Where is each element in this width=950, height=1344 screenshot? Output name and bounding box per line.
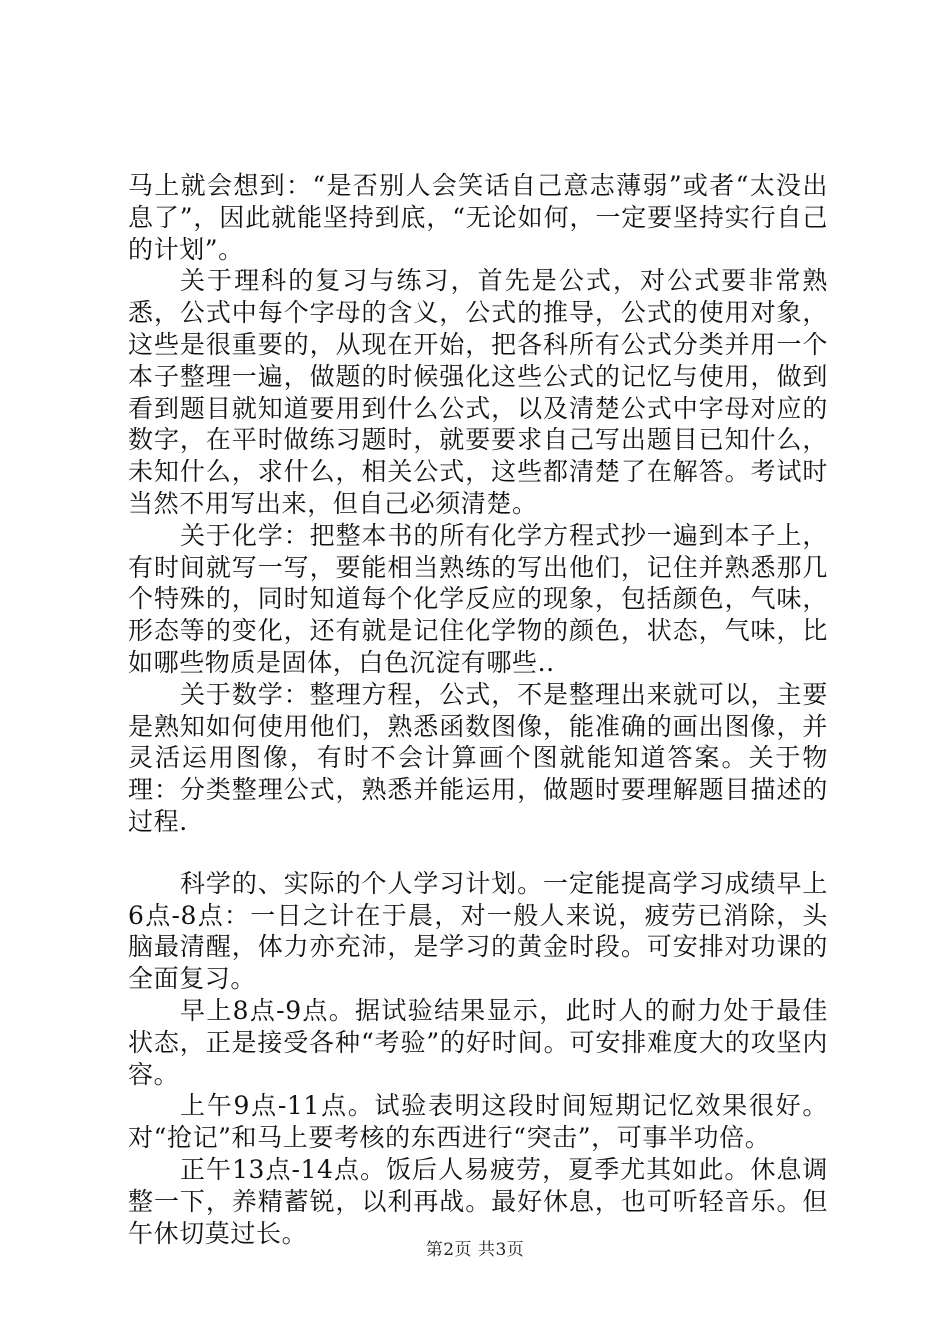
paragraph-morning-8-9: 早上8点-9点。据试验结果显示，此时人的耐力处于最佳状态，正是接受各种“考验”的好时间。可安排难度大的攻坚内容。 bbox=[128, 995, 828, 1089]
paragraph-gap bbox=[128, 838, 828, 868]
paragraph-math-physics: 关于数学：整理方程，公式，不是整理出来就可以，主要是熟知如何使用他们，熟悉函数图像，能准确的画出图像，并灵活运用图像，有时不会计算画个图就能知道答案。关于物理：分类整理公式，熟悉并能运用，做题时要理解题目描述的过程. bbox=[128, 679, 828, 836]
paragraph-morning-9-11: 上午9点-11点。试验表明这段时间短期记忆效果很好。对“抢记”和马上要考核的东西进行“突击”，可事半功倍。 bbox=[128, 1091, 828, 1153]
paragraph-chemistry: 关于化学：把整本书的所有化学方程式抄一遍到本子上，有时间就写一写，要能相当熟练的写出他们，记住并熟悉那几个特殊的，同时知道每个化学反应的现象，包括颜色，气味，形态等的变化，还有就是记住化学物的颜色，状态，气味，比如哪些物质是固体，白色沉淀有哪些.. bbox=[128, 520, 828, 677]
paragraph-noon-13-14: 正午13点-14点。饭后人易疲劳，夏季尤其如此。休息调整一下，养精蓄锐，以利再战。最好休息，也可听轻音乐。但午休切莫过长。 bbox=[128, 1154, 828, 1248]
paragraph-continuation: 马上就会想到：“是否别人会笑话自己意志薄弱”或者“太没出息了”，因此就能坚持到底，“无论如何，一定要坚持实行自己的计划”。 bbox=[128, 171, 828, 264]
paragraph-science-review: 关于理科的复习与练习，首先是公式，对公式要非常熟悉，公式中每个字母的含义，公式的推导，公式的使用对象，这些是很重要的，从现在开始，把各科所有公式分类并用一个本子整理一遍，做题的时候强化这些公式的记忆与使用，做到看到题目就知道要用到什么公式，以及清楚公式中字母对应的数字，在平时做练习题时，就要要求自己写出题目已知什么，未知什么，求什么，相关公式，这些都清楚了在解答。考试时当然不用写出来，但自己必须清楚。 bbox=[128, 266, 828, 518]
paragraph-study-plan: 科学的、实际的个人学习计划。一定能提高学习成绩早上6点-8点：一日之计在于晨，对一般人来说，疲劳已消除，头脑最清醒，体力亦充沛，是学习的黄金时段。可安排对功课的全面复习。 bbox=[128, 868, 828, 994]
page-number-footer: 第2页 共3页 bbox=[425, 1240, 525, 1260]
document-body bbox=[128, 170, 828, 1249]
